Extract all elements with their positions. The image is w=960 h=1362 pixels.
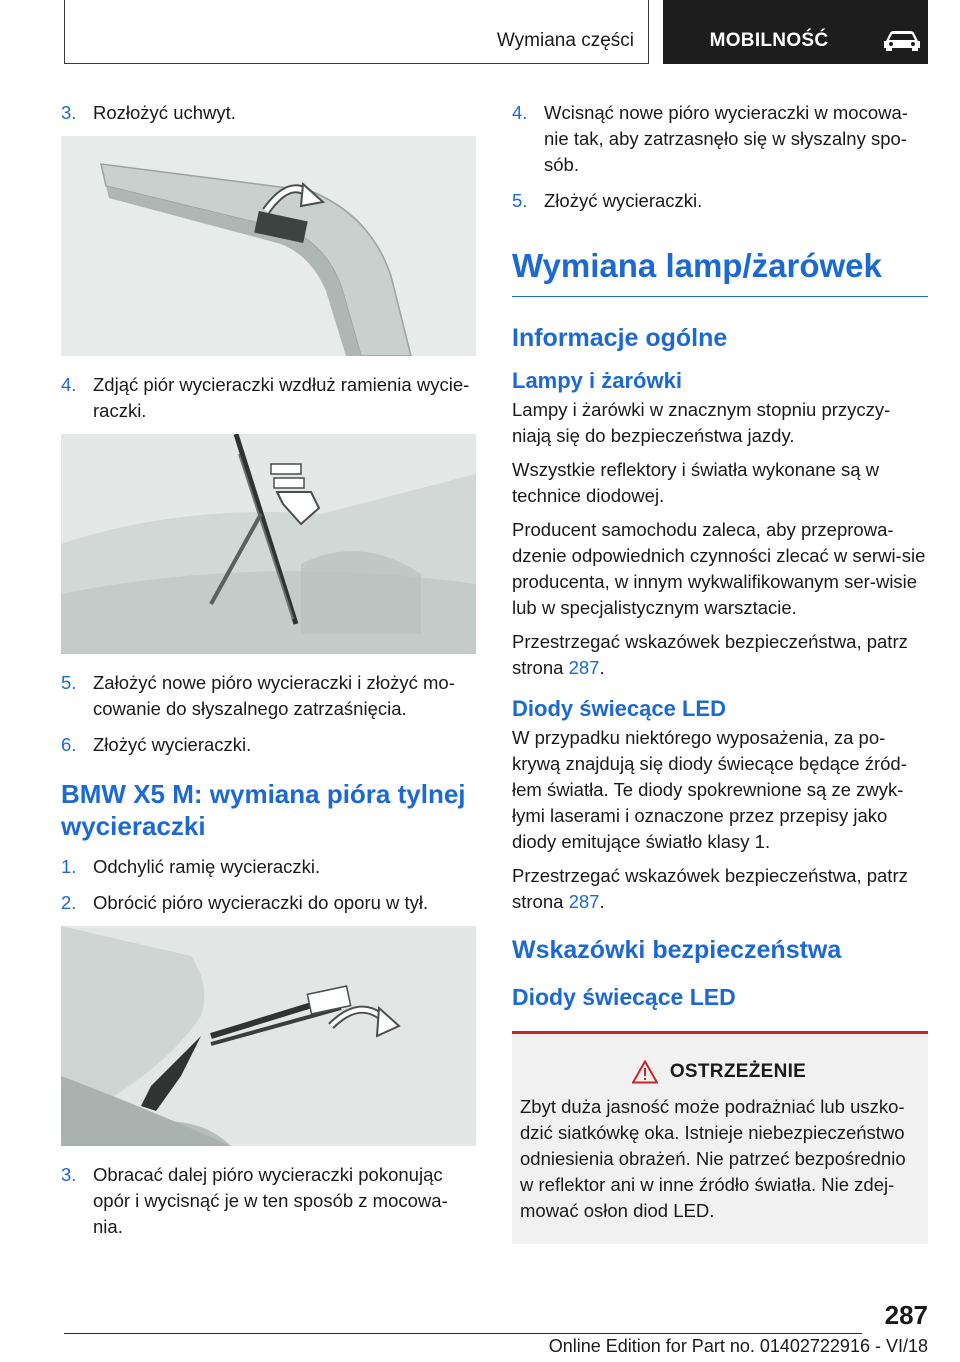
reference-period: . — [599, 657, 605, 678]
section-safety-notes: Wskazówki bezpieczeństwa — [512, 936, 842, 964]
step-text: Rozłożyć uchwyt. — [93, 102, 236, 123]
step-4-remove — [61, 372, 476, 424]
step-text: Odchylić ramię wycieraczki. — [93, 856, 321, 877]
step-5-install — [61, 670, 476, 722]
paragraph-safety-reference-2 — [512, 863, 928, 915]
step-number: 2. — [61, 892, 77, 913]
reference-period: . — [599, 891, 605, 912]
step-1-tilt-arm — [61, 854, 476, 880]
step-number: 4. — [61, 374, 77, 395]
warning-title: OSTRZEŻENIE — [669, 1061, 807, 1082]
title-lamp-replacement: Wymiana lamp/żarówek — [512, 246, 928, 297]
reference-text: Przestrzegać wskazówek bezpieczeństwa, patrz strona — [512, 631, 908, 678]
paragraph-safety-reference — [512, 629, 928, 681]
footer-divider — [64, 1333, 862, 1334]
warning-header — [520, 1060, 918, 1084]
edition-note: Online Edition for Part no. 01402722916 - VI/18 — [548, 1336, 928, 1356]
page-link-287[interactable]: 287 — [568, 657, 600, 678]
rear-wiper-illustration — [61, 926, 476, 1146]
header-section-box — [64, 0, 649, 64]
left-column — [61, 100, 476, 1250]
wiper-holder-illustration — [61, 136, 476, 356]
warning-box — [512, 1031, 928, 1244]
step-3-push-out — [61, 1162, 476, 1240]
figure-rear-wiper — [61, 926, 476, 1146]
step-text: Obrócić pióro wycieraczki do oporu w tył. — [93, 892, 429, 913]
subsection-led-diodes: Diody świecące LED — [512, 696, 726, 721]
step-5-fold-wipers — [512, 188, 928, 214]
step-number: 3. — [61, 1164, 77, 1185]
page-link-287[interactable]: 287 — [568, 891, 600, 912]
step-number: 4. — [512, 102, 528, 123]
step-text: Założyć nowe pióro wycieraczki i złożyć mo-cowanie do słyszalnego zatrzaśnięcia. — [93, 672, 455, 719]
paragraph-service-recommendation: Producent samochodu zaleca, aby przeprowa-dzenie odpowiednich czynności zlecać w serwi-sie producenta, w innym wykwalifikowanym ser-wisie lub w specjalistycznym warsztacie. — [512, 519, 926, 618]
step-text: Złożyć wycieraczki. — [93, 734, 252, 755]
step-number: 6. — [61, 734, 77, 755]
step-number: 1. — [61, 856, 77, 877]
step-4-insert-blade — [512, 100, 928, 178]
figure-wiper-holder — [61, 136, 476, 356]
paragraph-lamps-safety: Lampy i żarówki w znacznym stopniu przyczy-niają się do bezpieczeństwa jazdy. — [512, 399, 891, 446]
subsection-led-diodes-2: Diody świecące LED — [512, 984, 736, 1010]
step-number: 5. — [61, 672, 77, 693]
reference-text: Przestrzegać wskazówek bezpieczeństwa, patrz strona — [512, 865, 908, 912]
step-text: Zdjąć piór wycieraczki wzdłuż ramienia wycie-raczki. — [93, 374, 470, 421]
step-3-unfold — [61, 100, 476, 126]
step-number: 5. — [512, 190, 528, 211]
page-header — [64, 0, 928, 64]
section-general-info: Informacje ogólne — [512, 324, 728, 352]
paragraph-led-laser-class: W przypadku niektórego wyposażenia, za po-krywą znajdują się diody świecące będące źród-łem światła. Te diody spokrewnione są ze zwyk-łymi laserami i oznaczone przez przepisy jako diody emitujące światło klasy 1. — [512, 727, 907, 852]
warning-text: Zbyt duża jasność może podrażniać lub uszko-dzić siatkówkę oka. Istnieje niebezpieczeństwo odniesienia obrażeń. Nie patrzeć bezpośrednio w reflektor ani w inne źródło światła. Nie zdej-mować osłon diod LED. — [520, 1096, 906, 1221]
windshield-wiper-illustration — [61, 434, 476, 654]
right-column — [512, 100, 928, 1244]
step-number: 3. — [61, 102, 77, 123]
heading-x5m-rear-wiper: BMW X5 M: wymiana pióra tylnej wycieraczki — [61, 779, 466, 841]
header-section-title: Wymiana części — [496, 30, 634, 51]
step-6-fold — [61, 732, 476, 758]
paragraph-led-technology: Wszystkie reflektory i światła wykonane są w technice diodowej. — [512, 459, 880, 506]
header-chapter-box — [663, 0, 928, 64]
car-icon — [882, 29, 922, 51]
figure-windshield-wiper — [61, 434, 476, 654]
step-2-rotate-blade — [61, 890, 476, 916]
page-number: 287 — [884, 1300, 928, 1330]
step-text: Złożyć wycieraczki. — [544, 190, 703, 211]
header-chapter-title: MOBILNOŚĆ — [709, 30, 829, 51]
step-text: Obracać dalej pióro wycieraczki pokonując opór i wycisnąć je w ten sposób z mocowa-nia. — [93, 1164, 448, 1237]
subsection-lamps-bulbs: Lampy i żarówki — [512, 368, 682, 393]
warning-triangle-icon — [632, 1060, 658, 1084]
step-text: Wcisnąć nowe pióro wycieraczki w mocowa-nie tak, aby zatrzasnęło się w słyszalny spo-sób. — [544, 102, 908, 175]
